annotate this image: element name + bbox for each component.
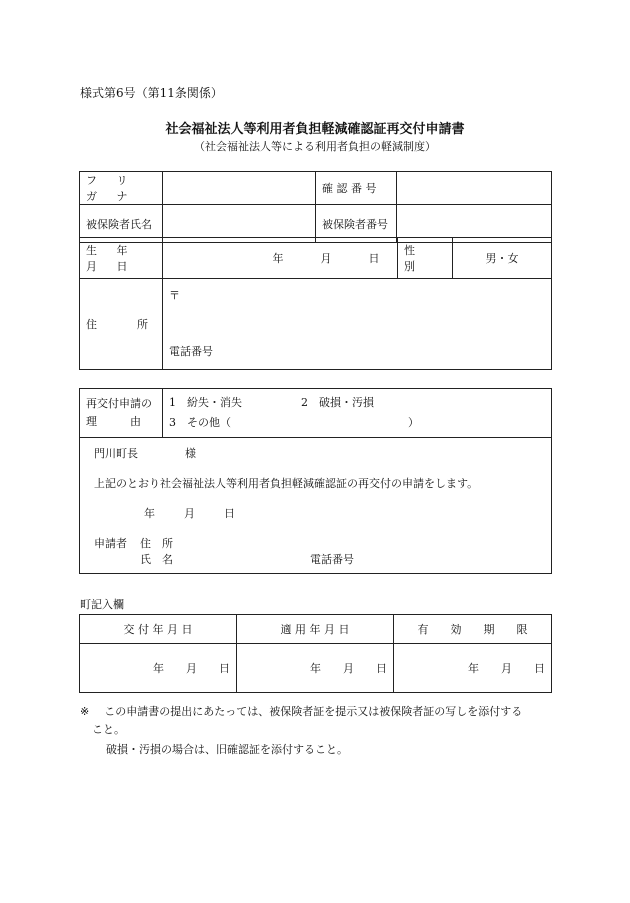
applicant-name-label: 氏 名 — [140, 553, 173, 566]
valid-period-label: 有 効 期 限 — [394, 615, 552, 644]
reason-option-1[interactable]: 1 紛失・消失 — [169, 396, 242, 409]
apply-date-field[interactable]: 年 月 日 — [237, 644, 394, 693]
birth-table — [79, 237, 552, 370]
app-date-year: 年 — [144, 507, 155, 520]
town-use-table — [79, 614, 552, 693]
apply-date-label: 適 用 年 月 日 — [237, 615, 394, 644]
birth-day-unit: 日 — [368, 252, 380, 265]
address-label: 住 所 — [80, 279, 163, 370]
furigana-field[interactable] — [163, 172, 316, 205]
issue-date-field[interactable]: 年 月 日 — [80, 644, 237, 693]
postal-mark: 〒 — [169, 289, 180, 302]
issue-date-label: 交 付 年 月 日 — [80, 615, 237, 644]
app-date-month: 月 — [184, 507, 195, 520]
form-title: 社会福祉法人等利用者負担軽減確認証再交付申請書 — [165, 122, 465, 137]
form-subtitle: （社会福祉法人等による利用者負担の軽減制度） — [194, 140, 436, 153]
address-phone-label: 電話番号 — [169, 345, 213, 358]
sex-label: 性 別 — [398, 238, 453, 279]
confirm-no-field[interactable] — [397, 172, 552, 205]
reason-label: 再交付申請の 理 由 — [80, 389, 163, 438]
insured-no-label: 被保険者番号 — [316, 205, 397, 243]
application-statement-cell — [80, 438, 552, 574]
addressee-sama: 様 — [185, 447, 196, 460]
furigana-label: フ リ ガ ナ — [80, 172, 163, 205]
statement-text: 上記のとおり社会福祉法人等利用者負担軽減確認証の再交付の申請をします。 — [94, 477, 479, 490]
insured-info-table — [79, 171, 552, 243]
town-section-label: 町記入欄 — [80, 598, 124, 611]
reason-option-3[interactable]: 3 その他（ — [169, 416, 231, 429]
birth-field[interactable] — [163, 238, 398, 279]
insured-name-label: 被保険者氏名 — [80, 205, 163, 243]
address-field[interactable] — [163, 279, 552, 370]
applicant-address-label: 住 所 — [140, 537, 173, 550]
app-date-day: 日 — [224, 507, 235, 520]
reason-field[interactable] — [163, 389, 552, 438]
sex-field[interactable]: 男・女 — [453, 238, 552, 279]
note-2: 破損・汚損の場合は、旧確認証を添付すること。 — [106, 743, 348, 756]
valid-period-field[interactable]: 年 月 日 — [394, 644, 552, 693]
note-mark: ※ — [80, 705, 90, 718]
form-number: 様式第6号（第11条関係） — [80, 86, 223, 100]
birth-label: 生 年 月 日 — [80, 238, 163, 279]
birth-month-unit: 月 — [320, 252, 332, 265]
reason-option-3-close: ） — [408, 416, 419, 429]
reason-table — [79, 388, 552, 574]
addressee: 門川町長 — [94, 447, 138, 460]
birth-year-unit: 年 — [272, 252, 284, 265]
applicant-phone-label: 電話番号 — [310, 553, 354, 566]
confirm-no-label: 確 認 番 号 — [316, 172, 397, 205]
reason-option-2[interactable]: 2 破損・汚損 — [301, 396, 374, 409]
note-1 — [80, 703, 522, 719]
applicant-label: 申請者 — [94, 537, 127, 550]
note-1-line2: こと。 — [92, 723, 125, 736]
note-1-line1: この申請書の提出にあたっては、被保険者証を提示又は被保険者証の写しを添付する — [104, 705, 523, 718]
